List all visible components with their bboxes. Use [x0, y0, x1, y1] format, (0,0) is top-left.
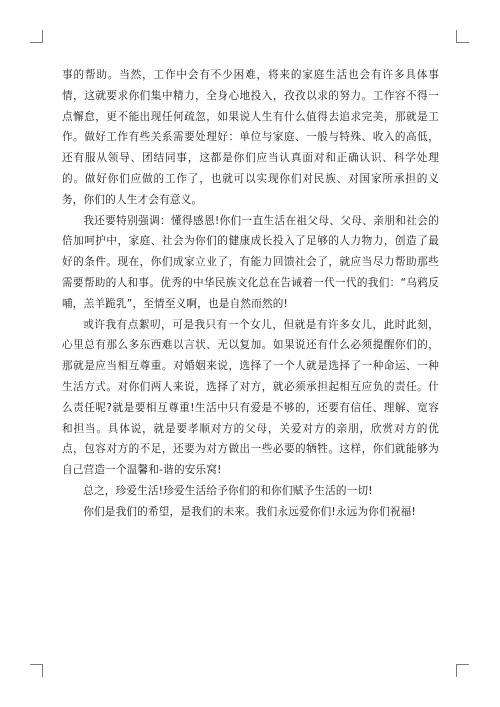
- bottom-right-margin-mark: [456, 664, 469, 677]
- document-body: [62, 65, 439, 523]
- paragraph-blessing: 你们是我们的希望，是我们的未来。我们永远爱你们!永远为你们祝福!: [83, 505, 416, 518]
- top-right-margin-mark: [456, 30, 469, 43]
- paragraph-gratitude: 我还要特别强调：懂得感恩!你们一直生活在祖父母、父母、亲朋和社会的倍加呵护中，家庭、社会为你们的健康成长投入了足够的人力物力，创造了最好的条件。现在，你们成家立业了，有能力回馈社会了，就应当尽力帮助那些需要帮助的人和事。优秀的中华民族文化总在告诫着一代一代的我们：“乌鸦反哺，羔羊跪乳”，至情至义啊，也是自然而然的!: [62, 214, 439, 310]
- bottom-left-margin-mark: [30, 664, 43, 677]
- paragraph-work: 事的帮助。当然，工作中会有不少困难，将来的家庭生活也会有许多具体事情，这就要求你们集中精力，全身心地投入，孜孜以求的努力。工作容不得一点懈怠，更不能出现任何疏忽，如果说人生有什么值得去追求完美，那就是工作。做好工作有些关系需要处理好：单位与家庭、一般与特殊、收入的高低，还有服从领导、团结同事，这都是你们应当认真面对和正确认识、科学处理的。做好你们应做的工作了，也就可以实现你们对民族、对国家所承担的义务，你们的人生才会有意义。: [62, 69, 439, 206]
- paragraph-cherish-life: 总之，珍爱生活!珍爱生活给予你们的和你们赋予生活的一切!: [83, 484, 373, 497]
- top-left-margin-mark: [30, 30, 43, 43]
- paragraph-respect: 或许我有点絮叨，可是我只有一个女儿，但就是有许多女儿，此时此刻，心里总有那么多东西难以言状、无以复加。如果说还有什么必须提醒你们的，那就是应当相互尊重。对婚姻来说，选择了一个人就是选择了一种命运、一种生活方式。对你们两人来说，选择了对方，就必须承担起相互应负的责任。什么责任呢?就是要相互尊重!生活中只有爱是不够的，还要有信任、理解、宽容和担当。具体说，就是要孝顺对方的父母，关爱对方的亲朋，欣赏对方的优点，包容对方的不足，还要为对方做出一些必要的牺牲。这样，你们就能够为自己营造一个温馨和-谐的安乐窝!: [62, 318, 439, 477]
